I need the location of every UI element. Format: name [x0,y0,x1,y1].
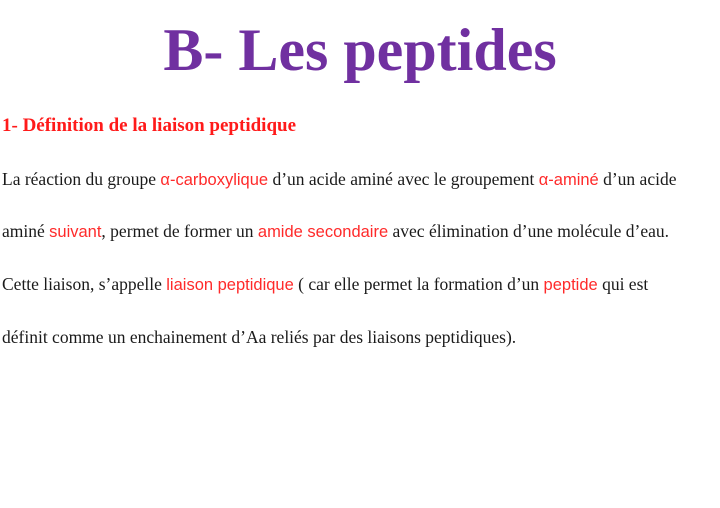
text-run: aminé [2,221,50,241]
text-run: qui est [597,274,649,294]
text-run: définit comme un enchainement d’Aa reliés par des liaisons peptidiques). [2,327,517,347]
highlighted-term: liaison peptidique [166,276,294,294]
paragraph-line [2,273,648,296]
section-heading: 1- Définition de la liaison peptidique [2,115,297,136]
text-run: ( car elle permet la formation d’un [293,274,544,294]
paragraph-line [2,326,516,348]
text-run: avec élimination d’une molécule d’eau. [388,221,669,241]
text-run: La réaction du groupe [2,169,161,189]
highlighted-term: amide secondaire [257,223,389,241]
text-run: d’un acide [598,169,677,189]
text-run: d’un acide aminé avec le groupement [268,169,539,189]
page-title: B- Les peptides [163,17,557,83]
text-run: , permet de former un [101,221,258,241]
highlighted-term: α-aminé [538,171,599,189]
paragraph-line [2,220,669,243]
highlighted-term: suivant [49,223,102,241]
paragraph-line [2,168,676,191]
text-run: Cette liaison, s’appelle [2,274,167,294]
highlighted-term: peptide [543,276,598,294]
highlighted-term: α-carboxylique [160,171,269,189]
